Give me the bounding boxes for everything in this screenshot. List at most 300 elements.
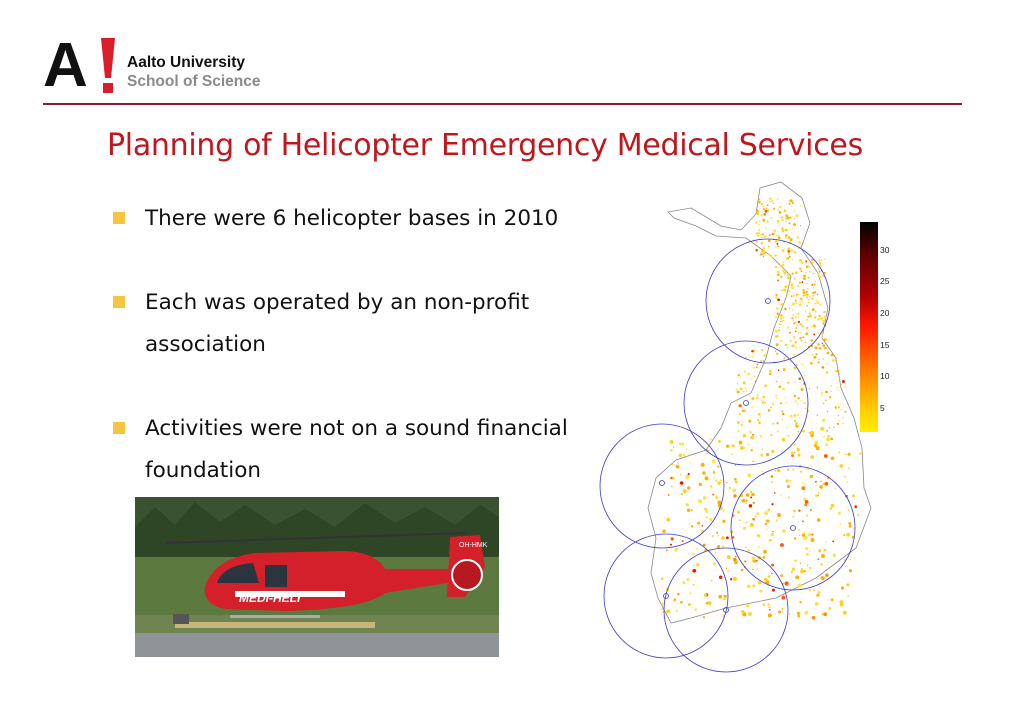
incident-dot [737, 383, 738, 384]
incident-dot [804, 294, 806, 296]
incident-dot [666, 610, 670, 614]
incident-dot [778, 221, 779, 222]
incident-dot [779, 327, 780, 328]
incident-dot [811, 259, 813, 261]
incident-dot [790, 199, 793, 202]
incident-dot [763, 205, 765, 207]
incident-dot [819, 304, 821, 306]
incident-dot [812, 354, 814, 356]
incident-dot [817, 273, 819, 275]
incident-dot [813, 356, 816, 359]
incident-dot [848, 522, 851, 525]
incident-dot [765, 210, 768, 213]
incident-dot [806, 283, 807, 284]
incident-dot [783, 317, 785, 319]
incident-dot [785, 397, 786, 398]
incident-dot [782, 261, 784, 263]
incident-dot [844, 386, 845, 387]
incident-dot [776, 296, 779, 299]
incident-dot [705, 510, 708, 513]
incident-dot [750, 497, 752, 499]
incident-dot [749, 348, 750, 349]
incident-dot [802, 482, 803, 483]
incident-dot [848, 453, 851, 456]
incident-dot [777, 245, 779, 247]
incident-dot [717, 545, 720, 548]
incident-dot [768, 409, 771, 412]
incident-dot [760, 253, 763, 256]
incident-dot [813, 283, 815, 285]
incident-dot [758, 224, 760, 226]
incident-dot [762, 402, 764, 404]
incident-dot [782, 269, 785, 272]
incident-dot [782, 596, 786, 600]
incident-dot [763, 360, 765, 362]
incident-dot [745, 522, 747, 524]
incident-dot [748, 444, 749, 445]
university-name: Aalto University [127, 54, 246, 71]
incident-dot [783, 320, 784, 321]
incident-dot [767, 603, 769, 605]
incident-dot [785, 258, 787, 260]
incident-dot [809, 567, 811, 569]
incident-dot [737, 511, 740, 514]
incident-dot [811, 326, 812, 327]
incident-dot [741, 424, 743, 426]
incident-dot [737, 391, 740, 394]
incident-dot [682, 540, 684, 542]
incident-dot [780, 340, 782, 342]
incident-dot [827, 352, 830, 355]
incident-dot [778, 236, 781, 239]
incident-dot [800, 259, 802, 261]
incident-dot [770, 434, 772, 436]
incident-dot [817, 361, 820, 364]
incident-dot [834, 406, 836, 408]
incident-dot [843, 534, 845, 536]
incident-dot [770, 406, 772, 408]
incident-dot [787, 253, 789, 255]
incident-dot [754, 375, 755, 376]
incident-dot [809, 589, 811, 591]
incident-dot [812, 362, 814, 364]
incident-dot [748, 612, 752, 616]
incident-dot [810, 262, 812, 264]
incident-dot [798, 583, 802, 587]
incident-dot [818, 495, 819, 496]
incident-dot [797, 285, 799, 287]
incident-dot [794, 537, 796, 539]
incident-dot [699, 483, 702, 486]
incident-dot [827, 411, 829, 413]
incident-dot [797, 236, 800, 239]
incident-dot [774, 492, 776, 494]
incident-dot [799, 337, 801, 339]
incident-dot [806, 305, 807, 306]
incident-dot [812, 616, 816, 620]
incident-dot [820, 265, 822, 267]
incident-dot [735, 556, 736, 557]
incident-dot [687, 509, 690, 512]
incident-dot [748, 420, 751, 423]
incident-dot [798, 377, 801, 380]
incident-dot [820, 481, 821, 482]
incident-dot [781, 303, 784, 306]
incident-dot [797, 615, 800, 618]
incident-dot [739, 413, 741, 415]
incident-dot [758, 198, 760, 200]
helicopter-photo [135, 497, 499, 657]
incident-dot [768, 613, 772, 617]
incident-dot [795, 271, 798, 274]
incident-dot [807, 565, 809, 567]
incident-dot [822, 428, 823, 429]
incident-dot [737, 421, 739, 423]
incident-dot [825, 391, 827, 393]
incident-dot [676, 610, 678, 612]
incident-dot [782, 230, 785, 233]
incident-dot [744, 371, 746, 373]
incident-dot [681, 442, 684, 445]
incident-dot [780, 276, 782, 278]
incident-dot [787, 285, 789, 287]
incident-dot [789, 480, 791, 482]
incident-dot [661, 602, 663, 604]
incident-dot [825, 574, 828, 577]
incident-dot [829, 427, 830, 428]
incident-dot [679, 443, 681, 445]
incident-dot [797, 414, 799, 416]
incident-dot [740, 377, 741, 378]
incident-dot [752, 406, 754, 408]
incident-dot [757, 534, 760, 537]
incident-dot [673, 447, 674, 448]
incident-dot [751, 356, 753, 358]
incident-dot [840, 384, 842, 386]
incident-dot [793, 320, 795, 322]
incident-dot [780, 495, 781, 496]
incident-dot [775, 246, 776, 247]
incident-dot [788, 290, 790, 292]
incident-dot [784, 285, 787, 288]
incident-dot [746, 390, 748, 392]
incident-dot [775, 335, 778, 338]
incident-dot [792, 202, 794, 204]
incident-dot [716, 532, 718, 534]
map-colorbar [860, 222, 878, 432]
incident-dot [805, 311, 806, 312]
incident-dot [802, 281, 804, 283]
incident-dot [784, 308, 786, 310]
incident-dot [837, 423, 839, 425]
incident-dot [794, 420, 796, 422]
incident-dot [792, 568, 795, 571]
incident-dot [823, 436, 825, 438]
incident-dot [743, 447, 745, 449]
incident-dot [767, 509, 770, 512]
incident-dot [737, 374, 739, 376]
incident-dot [761, 203, 763, 205]
incident-dot [801, 261, 804, 264]
incident-dot [810, 538, 814, 542]
incident-dot [821, 576, 825, 580]
incident-dot [761, 349, 763, 351]
incident-dot [803, 275, 806, 278]
incident-dot [670, 477, 672, 479]
incident-dot [787, 217, 790, 220]
incident-dot [780, 211, 781, 212]
incident-dot [792, 303, 794, 305]
incident-dot [764, 578, 768, 582]
incident-dot [773, 404, 775, 406]
incident-dot [751, 493, 754, 496]
incident-dot [795, 214, 798, 217]
incident-dot [839, 379, 840, 380]
incident-dot [839, 464, 843, 468]
incident-dot [822, 275, 824, 277]
incident-dot [720, 479, 722, 481]
incident-dot [686, 449, 687, 450]
incident-dot [777, 271, 780, 274]
incident-dot [791, 571, 793, 573]
incident-dot [815, 494, 818, 497]
incident-dot [800, 205, 801, 206]
incident-dot [795, 302, 797, 304]
incident-dot [790, 340, 792, 342]
incident-dot [832, 541, 834, 543]
incident-dot [797, 316, 799, 318]
incident-dot [778, 385, 781, 388]
incident-dot [820, 317, 822, 319]
incident-dot [783, 288, 786, 291]
incident-dot [800, 225, 801, 226]
incident-dot [758, 201, 761, 204]
bullet-text: There were 6 helicopter bases in 2010 [145, 206, 559, 231]
incident-dot [687, 486, 690, 489]
incident-dot [763, 235, 766, 238]
incident-dot [756, 212, 759, 215]
incident-dot [826, 371, 828, 373]
incident-dot [831, 456, 835, 460]
incident-dot [745, 547, 746, 548]
incident-dot [777, 234, 779, 236]
incident-dot [718, 440, 721, 443]
incident-dot [806, 515, 808, 517]
incident-dot [793, 414, 796, 417]
incident-dot [708, 601, 712, 605]
incident-dot [831, 598, 834, 601]
incident-dot [743, 527, 746, 530]
incident-dot [769, 201, 770, 202]
helicopter-base-marker [791, 526, 796, 531]
incident-dot [717, 535, 719, 537]
incident-dot [689, 592, 691, 594]
incident-dot [685, 503, 688, 506]
incident-dot [734, 478, 737, 481]
incident-dot [791, 286, 794, 289]
incident-dot [743, 421, 744, 422]
incident-dot [769, 198, 771, 200]
incident-dot [678, 463, 680, 465]
incident-dot [794, 452, 796, 454]
incident-dot [756, 241, 758, 243]
incident-dot [776, 235, 778, 237]
incident-dot [753, 367, 755, 369]
incident-dot [680, 481, 684, 485]
incident-dot [715, 479, 718, 482]
incident-dot [691, 509, 693, 511]
incident-dot [712, 494, 714, 496]
incident-dot [762, 247, 765, 250]
incident-dot [813, 287, 814, 288]
incident-dot [811, 284, 813, 286]
incident-dot [787, 274, 790, 277]
incident-dot [800, 332, 802, 334]
incident-dot [781, 320, 782, 321]
incident-dot [795, 422, 798, 425]
incident-dot [760, 234, 763, 237]
incident-dot [761, 585, 762, 586]
incident-dot [819, 271, 821, 273]
incident-dot [804, 402, 805, 403]
incident-dot [680, 601, 683, 604]
incident-dot [749, 395, 750, 396]
incident-dot [762, 449, 764, 451]
incident-dot [777, 274, 779, 276]
incident-dot [848, 509, 850, 511]
incident-dot [813, 261, 814, 262]
incident-dot [769, 370, 772, 373]
incident-dot [718, 595, 722, 599]
incident-dot [727, 555, 731, 559]
incident-dot [839, 404, 840, 405]
incident-dot [805, 547, 808, 550]
incident-dot [752, 518, 755, 521]
incident-dot [752, 584, 755, 587]
incident-dot [677, 593, 679, 595]
incident-dot [809, 296, 810, 297]
incident-dot [756, 210, 759, 213]
incident-dot [797, 294, 799, 296]
incident-dot [808, 299, 810, 301]
incident-dot [793, 322, 795, 324]
incident-dot [800, 400, 801, 401]
incident-dot [719, 575, 723, 579]
incident-dot [795, 331, 796, 332]
incident-dot [771, 217, 773, 219]
incident-dot [781, 608, 783, 610]
incident-dot [741, 499, 745, 503]
incident-dot [833, 553, 837, 557]
incident-dot [794, 218, 796, 220]
incident-dot [760, 416, 761, 417]
incident-dot [809, 551, 810, 552]
incident-dot [821, 394, 823, 396]
incident-dot [703, 616, 705, 618]
incident-dot [696, 547, 698, 549]
incident-dot [680, 474, 681, 475]
incident-dot [787, 469, 789, 471]
incident-dot [817, 518, 821, 522]
incident-dot [847, 595, 849, 597]
incident-dot [791, 295, 792, 296]
incident-dot [800, 569, 804, 573]
colorbar-tick: 5 [880, 403, 885, 413]
incident-dot [710, 438, 712, 440]
incident-dot [756, 512, 759, 515]
incident-dot [715, 552, 716, 553]
incident-dot [662, 611, 664, 613]
incident-dot [751, 398, 753, 400]
incident-dot [781, 410, 783, 412]
incident-dot [849, 559, 851, 561]
incident-dot [697, 522, 700, 525]
incident-dot [823, 549, 826, 552]
incident-dot [771, 533, 775, 537]
incident-dot [781, 290, 783, 292]
incident-dot [838, 451, 840, 453]
incident-dot [822, 337, 824, 339]
incident-dot [766, 235, 767, 236]
incident-dot [671, 537, 674, 540]
incident-dot [819, 276, 821, 278]
header-rule [43, 103, 962, 105]
incident-dot [674, 548, 678, 552]
incident-dot [735, 464, 737, 466]
incident-dot [775, 294, 777, 296]
incident-dot [815, 353, 817, 355]
incident-dot [846, 481, 848, 483]
incident-dot [793, 353, 795, 355]
incident-dot [762, 471, 764, 473]
incident-dot [766, 207, 768, 209]
colorbar-tick: 25 [880, 276, 890, 286]
incident-dot [848, 467, 849, 468]
incident-dot [724, 595, 727, 598]
incident-dot [797, 454, 800, 457]
incident-dot [768, 606, 770, 608]
incident-dot [741, 569, 744, 572]
incident-dot [812, 308, 815, 311]
incident-dot [826, 437, 830, 441]
bullet-text: Each was operated by an non-profit association [145, 290, 530, 357]
incident-dot [758, 413, 761, 416]
incident-dot [829, 396, 831, 398]
incident-dot [798, 242, 799, 243]
incident-dot [755, 381, 756, 382]
incident-dot [800, 471, 802, 473]
incident-dot [782, 438, 786, 442]
incident-dot [846, 533, 850, 537]
incident-dot [667, 472, 668, 473]
incident-dot [809, 312, 811, 314]
incident-dot [821, 334, 823, 336]
incident-dot [787, 347, 789, 349]
incident-dot [732, 444, 735, 447]
incident-dot [793, 510, 796, 513]
incident-dot [799, 601, 801, 603]
incident-dot [816, 300, 817, 301]
incident-dot [781, 217, 783, 219]
incident-dot [819, 315, 821, 317]
incident-dot [666, 549, 668, 551]
incident-dot [805, 332, 808, 335]
incident-dot [743, 434, 746, 437]
incident-dot [793, 251, 796, 254]
incident-dot [804, 374, 806, 376]
incident-dot [726, 568, 728, 570]
incident-dot [739, 519, 741, 521]
